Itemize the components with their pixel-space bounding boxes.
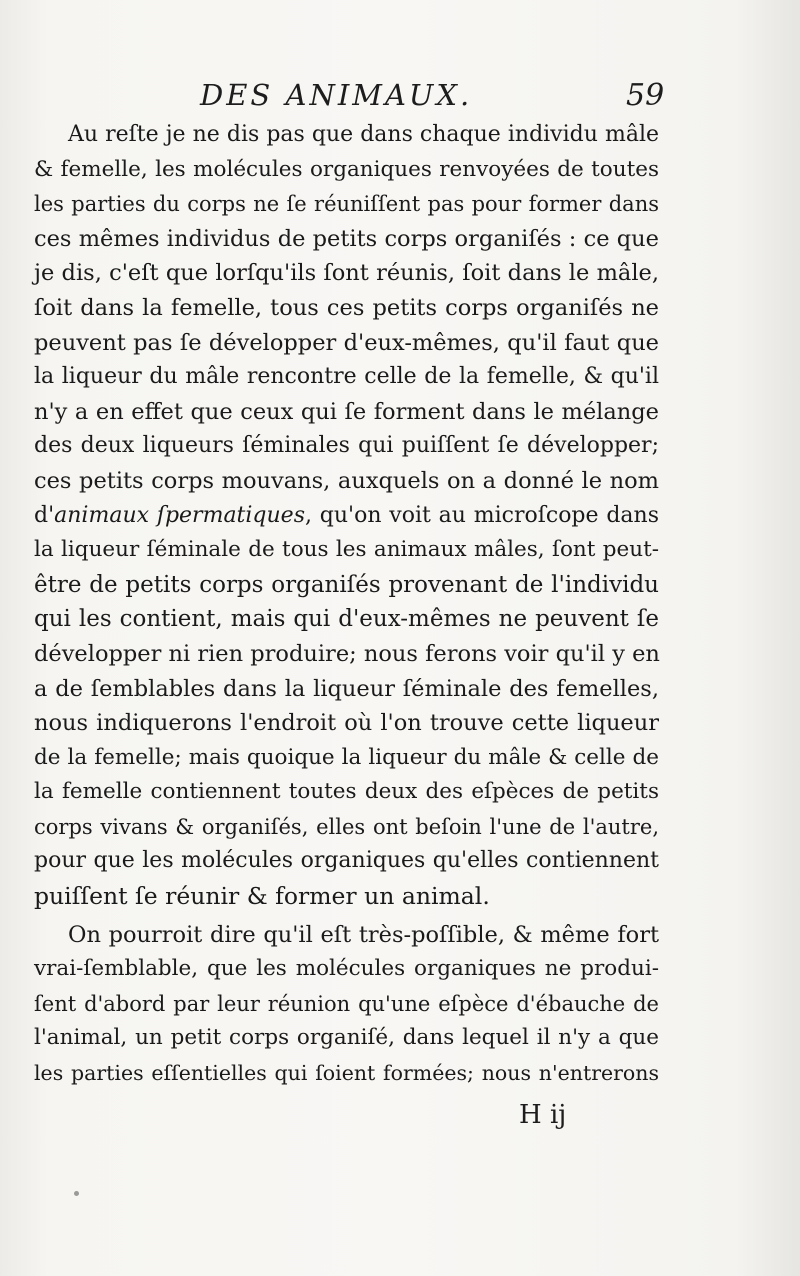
text-line: n'y a en effet que ceux qui ſe forment dans le mélange — [34, 398, 659, 425]
text-line: l'animal, un petit corps organiſé, dans lequel il n'y a que — [34, 1025, 659, 1051]
text-line: vrai-ſemblable, que les molécules organiques ne produi- — [34, 956, 659, 982]
text-line: ſent d'abord par leur réunion qu'une eſpèce d'ébauche de — [34, 991, 659, 1016]
text-line: & femelle, les molécules organiques renvoyées de toutes — [34, 156, 659, 182]
text-line: la liqueur ſéminale de tous les animaux mâles, ſont peut- — [34, 537, 659, 563]
text-line: Au reſte je ne dis pas que dans chaque individu mâle — [68, 122, 659, 147]
text-line: pour que les molécules organiques qu'elles contiennent — [34, 848, 659, 874]
text-line: la liqueur du mâle rencontre celle de la femelle, & qu'il — [34, 364, 659, 390]
running-head: DES ANIMAUX. — [200, 78, 473, 112]
italic-prefix: d' — [34, 502, 55, 528]
text-line: a de ſemblables dans la liqueur ſéminale des femelles, — [34, 675, 659, 702]
text-line: nous indiquerons l'endroit où l'on trouve cette liqueur — [34, 710, 659, 737]
text-line: On pourroit dire qu'il eſt très-poſſible, & même fort — [68, 921, 659, 948]
text-line: peuvent pas ſe développer d'eux-mêmes, qu'il faut que — [34, 329, 659, 356]
body-text — [34, 118, 659, 1091]
catchword-signature: H ij — [519, 1100, 567, 1130]
text-line: les parties du corps ne ſe réuniſſent pas pour former dans — [34, 192, 659, 217]
text-line: les parties eſſentielles qui ſoient formées; nous n'entrerons — [34, 1061, 659, 1086]
italic-suffix: , qu'on voit au microſcope dans — [305, 502, 659, 528]
text-line: ces mêmes individus de petits corps organiſés : ce que — [34, 225, 659, 252]
text-line: ſoit dans la femelle, tous ces petits corps organiſés ne — [34, 294, 659, 321]
text-line: je dis, c'eſt que lorſqu'ils ſont réunis, ſoit dans le mâle, — [34, 260, 659, 287]
text-line-with-italic — [34, 499, 659, 534]
italic-term: animaux ſpermatiques — [54, 502, 305, 528]
ink-spot — [74, 1191, 79, 1196]
text-line: être de petits corps organiſés provenant de l'individu — [34, 571, 659, 598]
text-line: de la femelle; mais quoique la liqueur du mâle & celle de — [34, 744, 659, 770]
text-line: qui les contient, mais qui d'eux-mêmes ne peuvent ſe — [34, 606, 659, 633]
page-number: 59 — [626, 78, 665, 113]
text-line: puiſſent ſe réunir & former un animal. — [34, 882, 490, 911]
text-line: corps vivans & organiſés, elles ont beſoin l'une de l'autre, — [34, 814, 659, 839]
text-line: la femelle contiennent toutes deux des eſpèces de petits — [34, 779, 659, 805]
text-line: développer ni rien produire; nous ferons voir qu'il y en — [34, 640, 660, 667]
text-line: des deux liqueurs ſéminales qui puiſſent ſe développer; — [34, 433, 659, 459]
text-line: ces petits corps mouvans, auxquels on a donné le nom — [34, 467, 659, 494]
page-header — [0, 78, 800, 122]
